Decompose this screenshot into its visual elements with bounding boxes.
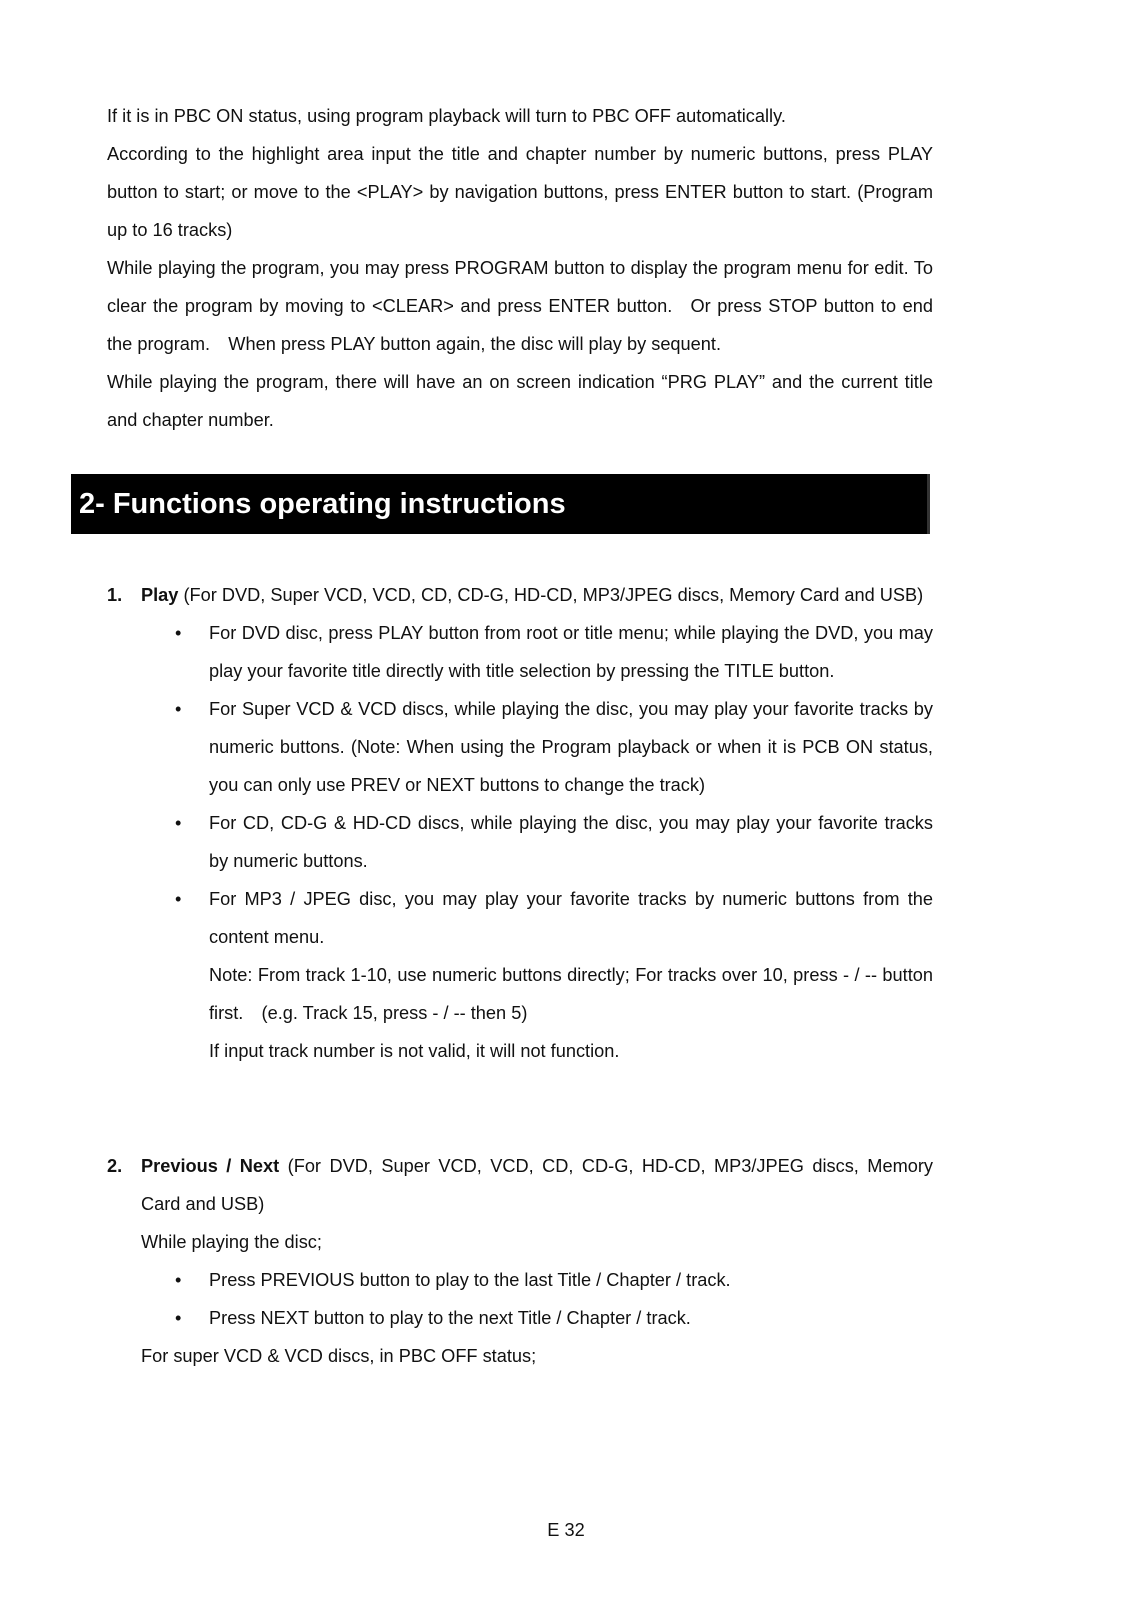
section-heading	[107, 576, 933, 614]
bullet-icon: •	[175, 1270, 182, 1290]
note-text: Note: From track 1-10, use numeric buttons directly; For tracks over 10, press - / -- button first. (e.g. Track 15, press - / -- then 5)	[209, 965, 933, 1023]
section-lead: While playing the disc;	[141, 1232, 322, 1252]
bullet-list	[107, 1261, 933, 1337]
intro-paragraph: While playing the program, there will have an on screen indication “PRG PLAY” and the current title and chapter number.	[107, 372, 933, 430]
bullet-icon: •	[175, 813, 182, 833]
bullet-icon: •	[175, 699, 182, 719]
section-number: 2.	[107, 1156, 123, 1176]
bullet-icon: •	[175, 889, 182, 909]
list-item-text: For MP3 / JPEG disc, you may play your favorite tracks by numeric buttons from the content menu.	[209, 889, 933, 947]
intro-paragraph: While playing the program, you may press PROGRAM button to display the program menu for edit. To clear the program by moving to <CLEAR> and press ENTER button. Or press STOP button to end the program. When press PLAY button again, the disc will play by sequent.	[107, 258, 933, 354]
section-previous-next	[107, 1147, 933, 1375]
list-item-text: Press PREVIOUS button to play to the last Title / Chapter / track.	[209, 1270, 731, 1290]
intro-paragraph: According to the highlight area input the title and chapter number by numeric buttons, press PLAY button to start; or move to the <PLAY> by navigation buttons, press ENTER button to start. (Program up to 16 tracks)	[107, 144, 933, 240]
list-item	[107, 1261, 933, 1299]
section-play	[107, 576, 933, 1070]
section-heading	[107, 1147, 933, 1223]
list-item	[107, 880, 933, 956]
list-item	[107, 804, 933, 880]
section-title: Previous / Next	[141, 1156, 280, 1176]
list-item-text: For DVD disc, press PLAY button from root or title menu; while playing the DVD, you may play your favorite title directly with title selection by pressing the TITLE button.	[209, 623, 933, 681]
bullet-icon: •	[175, 1308, 182, 1328]
section-title: Play	[141, 585, 179, 605]
section-number: 1.	[107, 585, 123, 605]
note-text: If input track number is not valid, it will not function.	[209, 1041, 620, 1061]
list-item	[107, 690, 933, 804]
list-item-text: For CD, CD-G & HD-CD discs, while playing the disc, you may play your favorite tracks by numeric buttons.	[209, 813, 933, 871]
page-number: E 32	[547, 1520, 585, 1540]
section-subtitle: (For DVD, Super VCD, VCD, CD, CD-G, HD-CD, MP3/JPEG discs, Memory Card and USB)	[178, 585, 924, 605]
section-subtitle: (For DVD, Super VCD, VCD, CD, CD-G, HD-CD, MP3/JPEG discs, Memory Card and USB)	[141, 1156, 933, 1214]
section-banner: 2- Functions operating instructions	[71, 474, 930, 534]
bullet-list	[107, 614, 933, 956]
section-trailer: For super VCD & VCD discs, in PBC OFF status;	[141, 1346, 537, 1366]
intro-paragraph: If it is in PBC ON status, using program playback will turn to PBC OFF automatically.	[107, 106, 786, 126]
list-item-text: For Super VCD & VCD discs, while playing the disc, you may play your favorite tracks by numeric buttons. (Note: When using the Program playback or when it is PCB ON status, you can only use PREV or NEXT buttons to change the track)	[209, 699, 933, 795]
intro-text	[107, 97, 933, 439]
list-item	[107, 614, 933, 690]
list-item-text: Press NEXT button to play to the next Title / Chapter / track.	[209, 1308, 691, 1328]
bullet-icon: •	[175, 623, 182, 643]
list-item	[107, 1299, 933, 1337]
